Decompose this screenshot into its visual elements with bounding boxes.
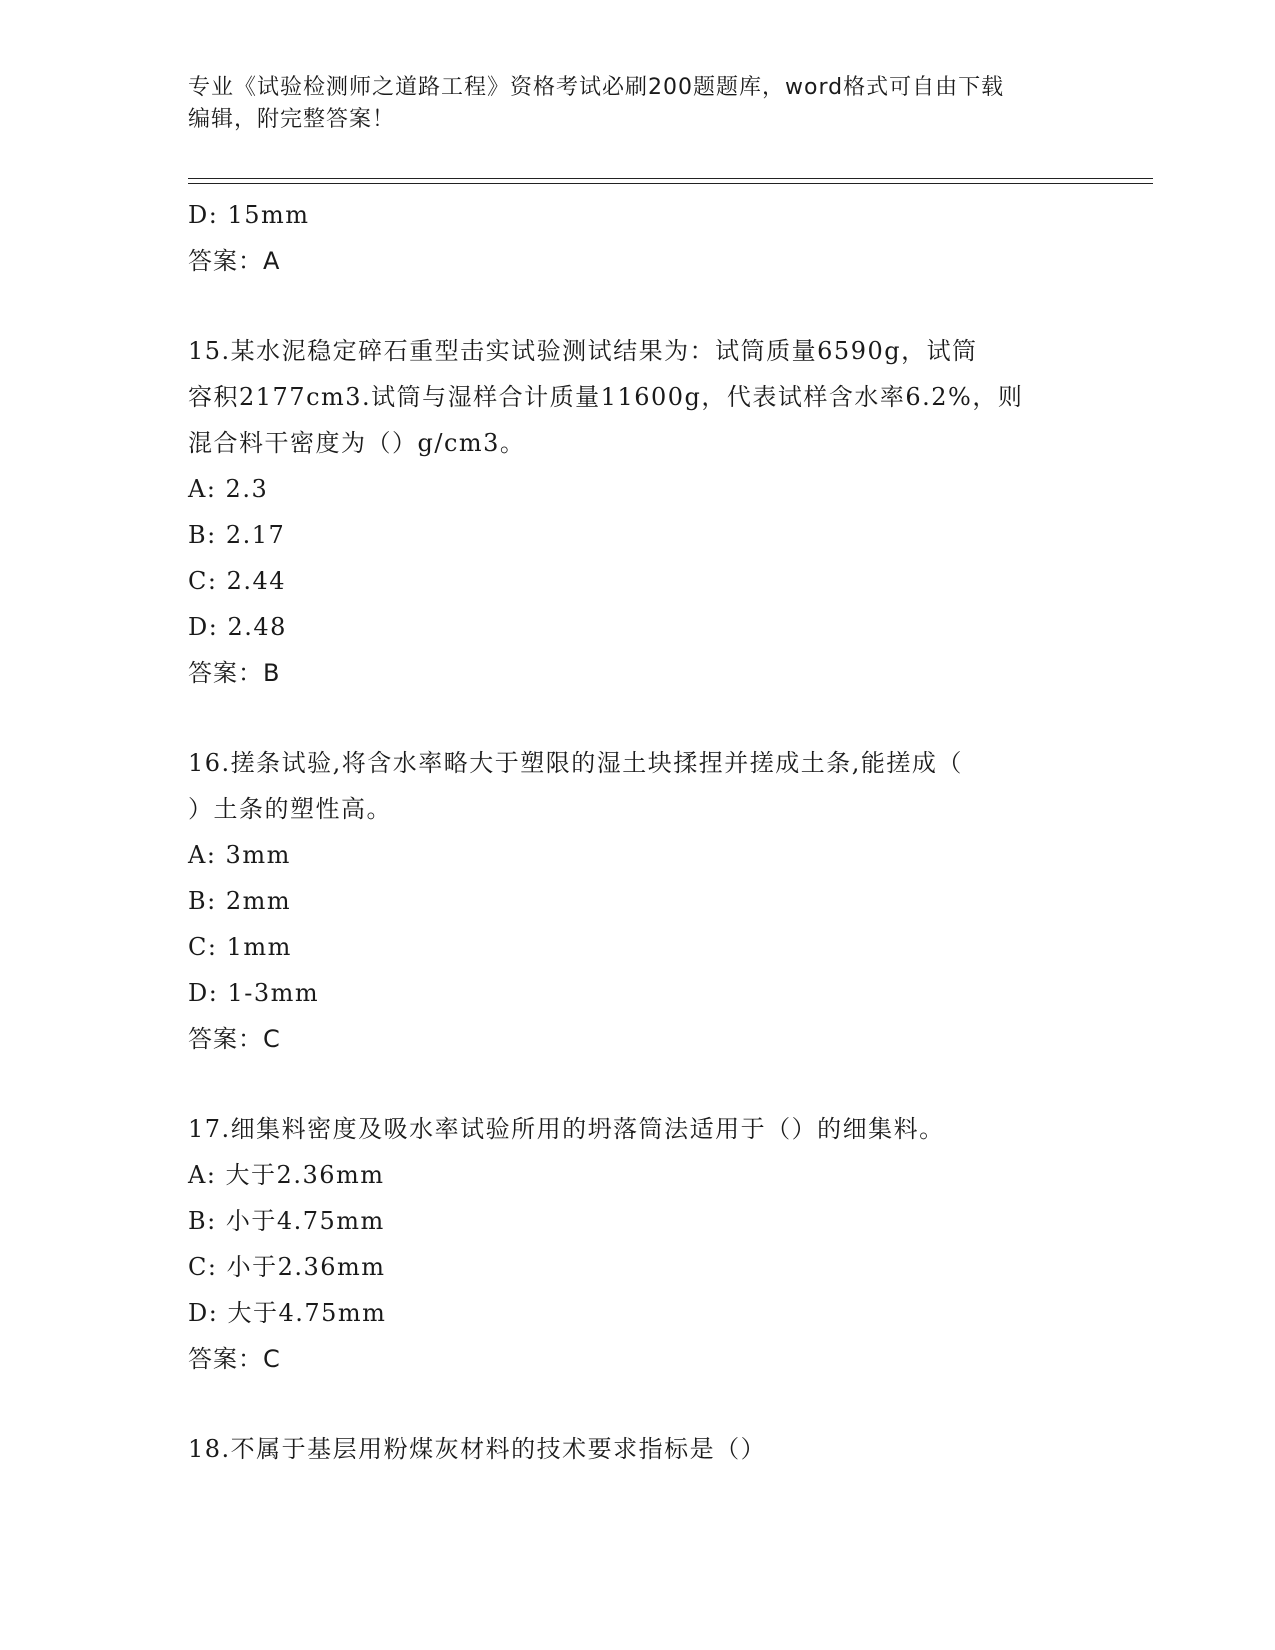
question-stem-line: 17.细集料密度及吸水率试验所用的坍落筒法适用于（）的细集料。 <box>188 1115 945 1143</box>
spacer <box>188 284 1088 328</box>
spacer <box>188 696 1088 740</box>
prev-question-tail <box>188 192 1088 284</box>
option-d: D: 15mm <box>188 201 310 229</box>
answer-line: 答案：A <box>188 247 281 275</box>
question-16 <box>188 740 1088 1062</box>
question-stem-line: 16.搓条试验,将含水率略大于塑限的湿土块揉捏并搓成土条,能搓成（ <box>188 749 963 777</box>
question-stem-line: 容积2177cm3.试筒与湿样合计质量11600g，代表试样含水率6.2%，则 <box>188 383 1024 411</box>
spacer <box>188 1062 1088 1106</box>
question-stem-line: 混合料干密度为（）g/cm3。 <box>188 429 526 457</box>
option-c: C: 小于2.36mm <box>188 1253 386 1281</box>
option-b: B: 2mm <box>188 887 292 915</box>
option-a: A: 大于2.36mm <box>188 1161 385 1189</box>
question-15 <box>188 328 1088 696</box>
question-stem-line: 18.不属于基层用粉煤灰材料的技术要求指标是（） <box>188 1435 767 1463</box>
question-stem-line: ）土条的塑性高。 <box>188 795 392 823</box>
answer-line: 答案：C <box>188 1025 281 1053</box>
option-d: D: 2.48 <box>188 613 287 641</box>
question-17 <box>188 1106 1088 1382</box>
option-d: D: 1-3mm <box>188 979 320 1007</box>
option-c: C: 1mm <box>188 933 292 961</box>
option-a: A: 3mm <box>188 841 291 869</box>
header-divider <box>188 178 1153 184</box>
answer-line: 答案：C <box>188 1345 281 1373</box>
option-d: D: 大于4.75mm <box>188 1299 387 1327</box>
answer-line: 答案：B <box>188 659 281 687</box>
question-list <box>188 192 1088 1472</box>
option-a: A: 2.3 <box>188 475 269 503</box>
question-stem-line: 15.某水泥稳定碎石重型击实试验测试结果为：试筒质量6590g，试筒 <box>188 337 978 365</box>
header-line-2: 编辑，附完整答案！ <box>188 107 396 132</box>
option-c: C: 2.44 <box>188 567 287 595</box>
question-18 <box>188 1426 1088 1472</box>
spacer <box>188 1382 1088 1426</box>
header-line-1: 专业《试验检测师之道路工程》资格考试必刷200题题库，word格式可自由下载 <box>188 75 1005 100</box>
option-b: B: 小于4.75mm <box>188 1207 385 1235</box>
page-header <box>188 72 1088 136</box>
option-b: B: 2.17 <box>188 521 286 549</box>
